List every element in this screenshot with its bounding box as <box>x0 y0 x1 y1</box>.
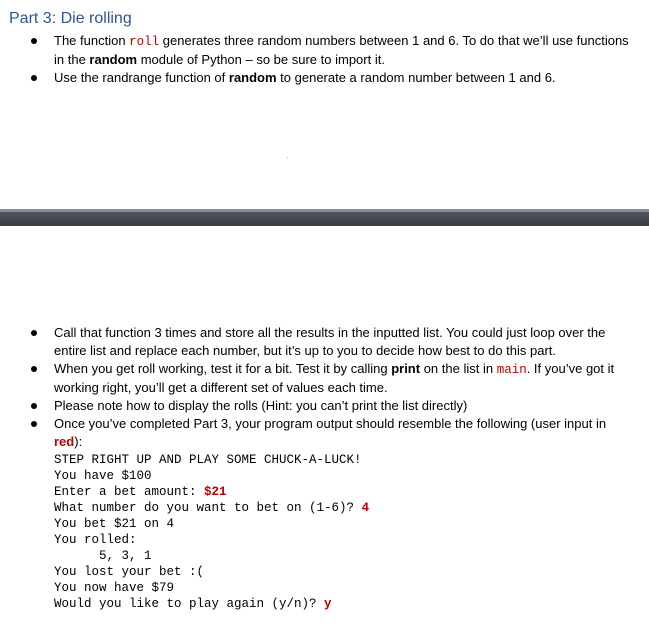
console-line <box>54 484 369 500</box>
user-input: $21 <box>204 485 227 499</box>
bullet-text: generates three random numbers between 1 and 6. To do that we’ll use functions in the <box>54 33 629 67</box>
inline-code: roll <box>129 35 160 49</box>
list-item <box>0 32 634 69</box>
console-line: You now have $79 <box>54 581 175 595</box>
list-item <box>0 360 634 397</box>
bullet-text: . If you’ve got it working right, you’ll get a different set of values each time. <box>54 361 615 395</box>
list-item <box>0 324 634 360</box>
bullet-list-bottom <box>0 324 634 451</box>
stray-dot <box>287 157 288 158</box>
bullet-text: Once you’ve completed Part 3, your program output should resemble the following (user input in <box>54 416 607 431</box>
bullet-text: Call that function 3 times and store all the results in the inputted list. You could just loop over the entire list and replace each number, but it’s up to you to decide how best to do this part. <box>54 325 606 358</box>
bullet-text: When you get roll working, test it for a bit. Test it by calling <box>54 361 392 376</box>
image-placeholder-bar-highlight <box>0 209 649 212</box>
bold-text: random <box>89 52 138 67</box>
user-input: y <box>324 597 332 611</box>
console-line <box>54 596 369 612</box>
console-line: You bet $21 on 4 <box>54 517 175 531</box>
inline-code: main <box>496 363 527 377</box>
console-line: You have $100 <box>54 469 152 483</box>
console-prompt: What number do you want to bet on (1-6)? <box>54 501 362 515</box>
section-heading: Part 3: Die rolling <box>9 10 132 27</box>
console-line <box>54 500 369 516</box>
bullet-list-top <box>0 32 634 87</box>
bullet-text: Please note how to display the rolls (Hint: you can’t print the list directly) <box>54 398 468 413</box>
list-item <box>0 415 634 451</box>
list-item <box>0 397 634 415</box>
console-line: You lost your bet :( <box>54 565 205 579</box>
console-output <box>54 452 369 612</box>
list-item <box>0 69 634 87</box>
console-line: You rolled: <box>54 533 137 547</box>
console-prompt: Enter a bet amount: <box>54 485 205 499</box>
bold-text: print <box>391 361 421 376</box>
console-line: STEP RIGHT UP AND PLAY SOME CHUCK-A-LUCK! <box>54 453 362 467</box>
bullet-text: module of Python – so be sure to import it. <box>137 52 385 67</box>
console-prompt: Would you like to play again (y/n)? <box>54 597 325 611</box>
bullet-text: on the list in <box>420 361 497 376</box>
console-line: 5, 3, 1 <box>54 549 152 563</box>
bullet-text: to generate a random number between 1 and 6. <box>276 70 556 85</box>
bold-text: random <box>228 70 277 85</box>
bullet-text: Use the randrange function of <box>54 70 229 85</box>
red-text: red <box>54 434 75 449</box>
bullet-text: The function <box>54 33 130 48</box>
user-input: 4 <box>361 501 370 515</box>
bullet-text: ): <box>74 434 83 449</box>
